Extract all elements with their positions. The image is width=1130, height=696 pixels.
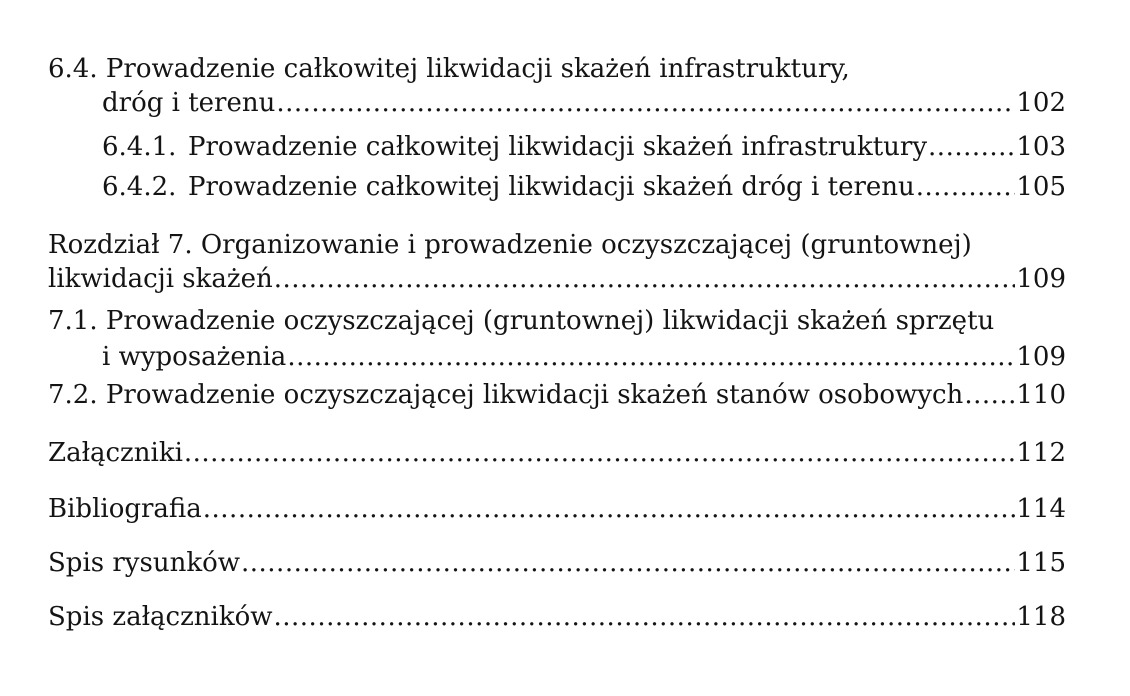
page-number: 109 — [1016, 264, 1066, 294]
toc-entry-spis-rysunkow — [48, 546, 1066, 580]
toc-title: Prowadzenie całkowitej likwidacji skażeń infrastruktury, — [105, 54, 850, 84]
toc-chapter-7-line1 — [48, 228, 1066, 262]
toc-entry-zalaczniki — [48, 436, 1066, 470]
toc-number: 7.1. — [48, 306, 98, 336]
toc-number: 6.4.2. — [102, 172, 177, 202]
toc-entry-7-1-line1 — [48, 304, 1066, 338]
toc-entry-spis-zalacznikow — [48, 600, 1066, 634]
toc-title: Rozdział 7. Organizowanie i prowadzenie oczyszczającej (gruntownej) — [48, 230, 972, 260]
toc-number: 7.2. — [48, 380, 98, 410]
toc-number: 6.4.1. — [102, 132, 177, 162]
toc-entry-7-1-line2 — [102, 340, 1066, 374]
toc-entry-6-4-line2 — [102, 86, 1066, 120]
dot-leader — [203, 492, 1016, 526]
page-number: 103 — [1016, 132, 1066, 162]
toc-title: Prowadzenie całkowitej likwidacji skażeń infrastruktury — [188, 132, 928, 162]
toc-title: Załączniki — [48, 438, 183, 468]
toc-title: i wyposażenia — [102, 342, 287, 372]
toc-entry-6-4-2 — [102, 170, 1066, 204]
dot-leader — [241, 546, 1015, 580]
page-number: 115 — [1016, 548, 1066, 578]
page-number: 110 — [1016, 380, 1066, 410]
toc-entry-bibliografia — [48, 492, 1066, 526]
toc-title: likwidacji skażeń — [48, 264, 273, 294]
page-number: 102 — [1016, 88, 1066, 118]
toc-entry-6-4-1 — [102, 130, 1066, 164]
dot-leader — [928, 130, 1015, 164]
toc-title: Prowadzenie całkowitej likwidacji skażeń dróg i terenu — [188, 172, 915, 202]
dot-leader — [274, 600, 1016, 634]
toc-entry-7-2 — [48, 378, 1066, 412]
page-number: 112 — [1016, 438, 1066, 468]
toc-title: Spis rysunków — [48, 548, 240, 578]
toc-title: dróg i terenu — [102, 88, 276, 118]
toc-number: 6.4. — [48, 54, 98, 84]
page-number: 109 — [1016, 342, 1066, 372]
toc-title: Prowadzenie oczyszczającej (gruntownej) likwidacji skażeń sprzętu — [105, 306, 995, 336]
dot-leader — [287, 340, 1015, 374]
toc-title: Bibliografia — [48, 494, 202, 524]
dot-leader — [184, 436, 1015, 470]
page-number: 118 — [1016, 602, 1066, 632]
dot-leader — [276, 86, 1015, 120]
dot-leader — [916, 170, 1016, 204]
toc-entry-6-4-line1 — [48, 52, 1066, 86]
toc-title: Spis załączników — [48, 602, 273, 632]
dot-leader — [964, 378, 1015, 412]
toc-chapter-7-line2 — [48, 262, 1066, 296]
page-number: 105 — [1016, 172, 1066, 202]
toc-title: Prowadzenie oczyszczającej likwidacji skażeń stanów osobowych — [105, 380, 964, 410]
page-number: 114 — [1016, 494, 1066, 524]
dot-leader — [274, 262, 1016, 296]
